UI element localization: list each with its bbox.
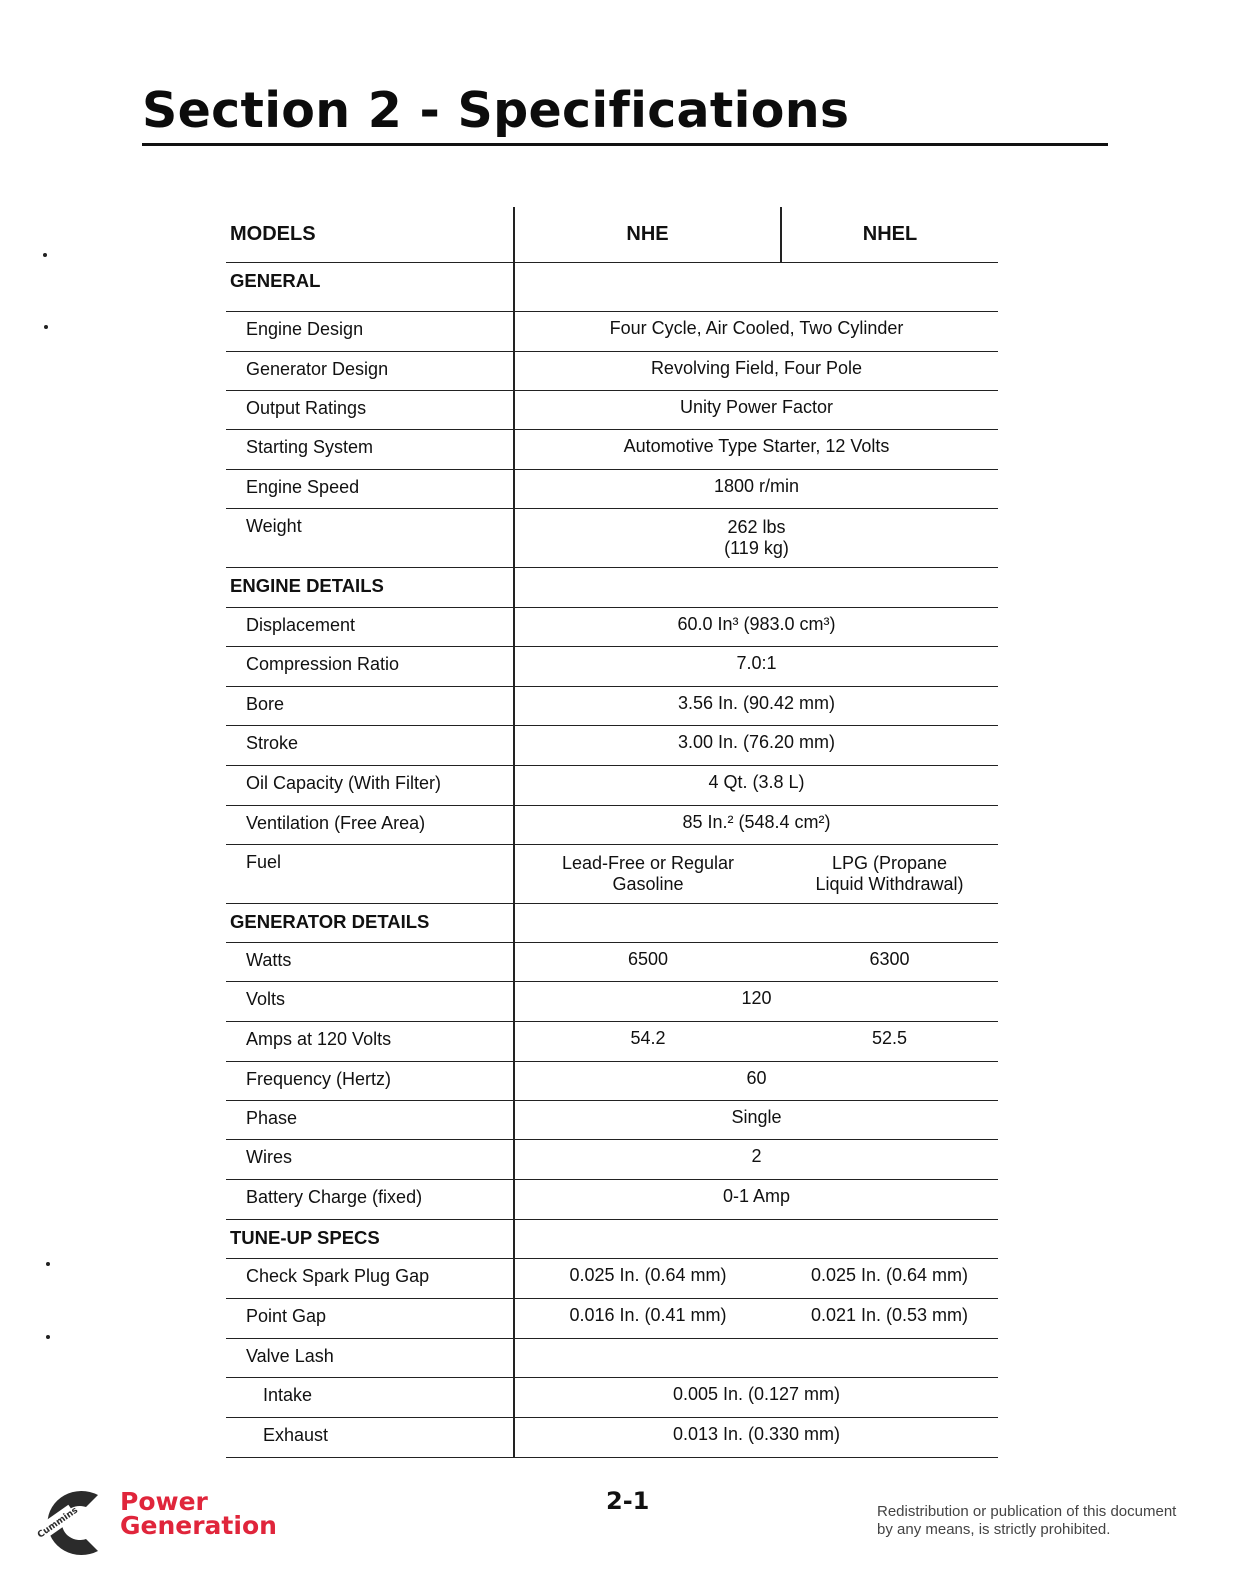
table-row: [226, 1377, 998, 1417]
table-row: [226, 1298, 998, 1338]
section-spacer: [514, 262, 998, 311]
row-label: Fuel: [226, 844, 514, 903]
table-row: [226, 429, 998, 469]
point-gap-nhel: 0.021 In. (0.53 mm): [781, 1298, 998, 1338]
section-engine-details: ENGINE DETAILS: [226, 567, 514, 607]
row-value: [514, 508, 998, 567]
row-label: Amps at 120 Volts: [226, 1021, 514, 1061]
row-value: 3.56 In. (90.42 mm): [514, 686, 998, 725]
table-row: [226, 646, 998, 686]
spark-plug-nhe: 0.025 In. (0.64 mm): [514, 1258, 781, 1298]
row-label: Battery Charge (fixed): [226, 1179, 514, 1219]
section-general: GENERAL: [226, 262, 514, 311]
table-row: [226, 765, 998, 805]
table-row: [226, 469, 998, 508]
row-value: Automotive Type Starter, 12 Volts: [514, 429, 998, 469]
row-value: 0.005 In. (0.127 mm): [514, 1377, 998, 1417]
row-label: Engine Design: [226, 311, 514, 351]
row-value: Unity Power Factor: [514, 390, 998, 429]
table-row: [226, 844, 998, 903]
weight-kg: (119 kg): [724, 537, 789, 558]
row-value: 0.013 In. (0.330 mm): [514, 1417, 998, 1457]
fuel-nhe-line1: Lead-Free or Regular: [561, 852, 735, 873]
scan-speck: [44, 325, 48, 329]
row-value: 0-1 Amp: [514, 1179, 998, 1219]
row-label: Check Spark Plug Gap: [226, 1258, 514, 1298]
row-label: Exhaust: [226, 1417, 514, 1457]
row-label: Oil Capacity (With Filter): [226, 765, 514, 805]
table-row: [226, 390, 998, 429]
header-nhe: NHE: [514, 207, 781, 262]
table-row: [226, 1338, 998, 1377]
point-gap-nhe: 0.016 In. (0.41 mm): [514, 1298, 781, 1338]
row-label: Displacement: [226, 607, 514, 646]
table-row: [226, 607, 998, 646]
row-label: Compression Ratio: [226, 646, 514, 686]
row-value: 85 In.² (548.4 cm²): [514, 805, 998, 844]
copyright-notice: [877, 1503, 1176, 1539]
amps-nhel: 52.5: [781, 1021, 998, 1061]
logo-wordmark: Cummins: [36, 1505, 80, 1541]
row-value: 4 Qt. (3.8 L): [514, 765, 998, 805]
header-nhel: NHEL: [781, 207, 998, 262]
table-row: [226, 311, 998, 351]
scan-speck: [43, 253, 47, 257]
row-value: 1800 r/min: [514, 469, 998, 508]
row-value: 120: [514, 981, 998, 1021]
table-row: [226, 686, 998, 725]
table-row: [226, 351, 998, 390]
amps-nhe: 54.2: [514, 1021, 781, 1061]
notice-line-2: by any means, is strictly prohibited.: [877, 1521, 1111, 1538]
notice-line-1: Redistribution or publication of this document: [877, 1503, 1177, 1520]
scan-speck: [46, 1335, 50, 1339]
row-label: Engine Speed: [226, 469, 514, 508]
table-row: [226, 1100, 998, 1139]
row-label: Output Ratings: [226, 390, 514, 429]
cummins-logo-icon: [28, 1487, 106, 1559]
table-row: [226, 981, 998, 1021]
row-label: Volts: [226, 981, 514, 1021]
row-label: Point Gap: [226, 1298, 514, 1338]
row-label: Wires: [226, 1139, 514, 1179]
table-header-row: [226, 207, 998, 262]
section-row: [226, 903, 998, 942]
row-label: Starting System: [226, 429, 514, 469]
table-row: [226, 725, 998, 765]
row-value: 60.0 In³ (983.0 cm³): [514, 607, 998, 646]
row-value: 3.00 In. (76.20 mm): [514, 725, 998, 765]
page-number: 2-1: [606, 1487, 650, 1515]
row-value: Single: [514, 1100, 998, 1139]
table-row: [226, 508, 998, 567]
table-row: [226, 1139, 998, 1179]
fuel-nhe-line2: Gasoline: [612, 873, 684, 894]
row-label: Phase: [226, 1100, 514, 1139]
fuel-nhel-line1: LPG (Propane: [831, 852, 948, 873]
page-title: Section 2 - Specifications: [142, 82, 850, 139]
scan-speck: [46, 1262, 50, 1266]
section-tune-up-specs: TUNE-UP SPECS: [226, 1219, 514, 1258]
brand-line-power: Power: [120, 1487, 208, 1516]
fuel-nhel: [781, 844, 998, 903]
brand-line-generation: Generation: [120, 1511, 277, 1540]
row-label: Frequency (Hertz): [226, 1061, 514, 1100]
row-value: [514, 1338, 998, 1377]
table-row: [226, 1021, 998, 1061]
row-label: Valve Lash: [226, 1338, 514, 1377]
title-rule: [142, 143, 1108, 146]
row-label: Bore: [226, 686, 514, 725]
section-generator-details: GENERATOR DETAILS: [226, 903, 514, 942]
row-value: Revolving Field, Four Pole: [514, 351, 998, 390]
table-row: [226, 1258, 998, 1298]
fuel-nhe: [514, 844, 781, 903]
row-label: Weight: [226, 508, 514, 567]
row-label: Watts: [226, 942, 514, 981]
watts-nhe: 6500: [514, 942, 781, 981]
section-spacer: [514, 1219, 998, 1258]
row-label: Intake: [226, 1377, 514, 1417]
spark-plug-nhel: 0.025 In. (0.64 mm): [781, 1258, 998, 1298]
specifications-table: [226, 207, 998, 1458]
header-models: MODELS: [226, 207, 514, 262]
section-spacer: [514, 567, 998, 607]
table-row: [226, 1061, 998, 1100]
brand-name: [120, 1487, 277, 1540]
row-value: 2: [514, 1139, 998, 1179]
row-value: Four Cycle, Air Cooled, Two Cylinder: [514, 311, 998, 351]
table-row: [226, 1179, 998, 1219]
table-row: [226, 805, 998, 844]
table-row: [226, 942, 998, 981]
section-spacer: [514, 903, 998, 942]
fuel-nhel-line2: Liquid Withdrawal): [815, 873, 964, 894]
watts-nhel: 6300: [781, 942, 998, 981]
row-value: 60: [514, 1061, 998, 1100]
table-row: [226, 1417, 998, 1457]
row-label: Generator Design: [226, 351, 514, 390]
section-row: [226, 1219, 998, 1258]
row-label: Stroke: [226, 725, 514, 765]
row-label: Ventilation (Free Area): [226, 805, 514, 844]
row-value: 7.0:1: [514, 646, 998, 686]
weight-lbs: 262 lbs: [727, 516, 786, 537]
section-row: [226, 567, 998, 607]
section-row: [226, 262, 998, 311]
